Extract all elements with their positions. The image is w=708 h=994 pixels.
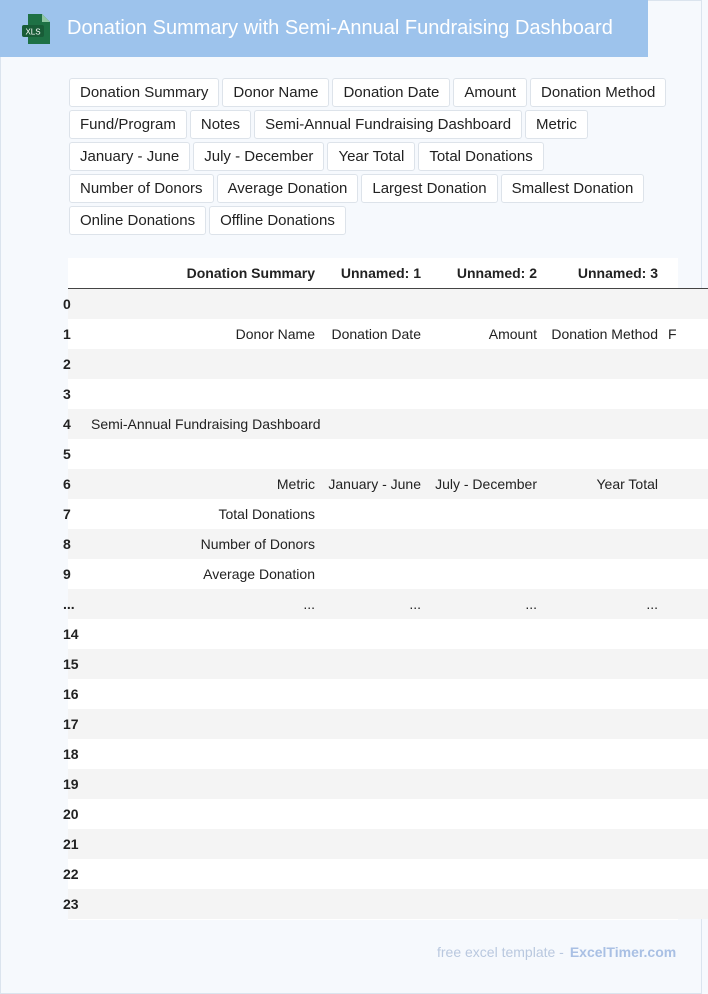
table-cell — [426, 889, 542, 919]
table-cell — [542, 859, 663, 889]
table-cell — [426, 409, 542, 439]
table-cell: Average Donation — [86, 559, 320, 589]
table-cell: Donor Name — [86, 319, 320, 349]
table-cell — [663, 469, 708, 499]
table-cell: Donation Method — [542, 319, 663, 349]
column-header: Unnamed: 2 — [426, 258, 542, 289]
row-index: 21 — [68, 829, 86, 859]
table-cell — [320, 709, 426, 739]
table-row — [68, 409, 708, 439]
table-cell: ... — [426, 589, 542, 619]
table-row — [68, 379, 708, 409]
column-chip[interactable]: Total Donations — [418, 142, 543, 171]
table-cell: ... — [542, 589, 663, 619]
table-row — [68, 589, 708, 619]
column-chip[interactable]: Smallest Donation — [501, 174, 645, 203]
row-index: 0 — [68, 289, 86, 320]
row-index: ... — [68, 589, 86, 619]
column-chip[interactable]: Online Donations — [69, 206, 206, 235]
table-cell — [663, 499, 708, 529]
table-cell — [320, 739, 426, 769]
table-cell — [663, 889, 708, 919]
table-row — [68, 499, 708, 529]
column-chip[interactable]: Donation Summary — [69, 78, 219, 107]
table-cell — [542, 289, 663, 320]
table-cell — [426, 529, 542, 559]
footer-brand-link[interactable]: ExcelTimer.com — [569, 944, 677, 960]
table-cell — [426, 709, 542, 739]
table-cell — [542, 619, 663, 649]
table-cell — [426, 739, 542, 769]
table-row — [68, 469, 708, 499]
table-cell: ... — [320, 589, 426, 619]
table-cell: Amount — [426, 319, 542, 349]
row-index: 8 — [68, 529, 86, 559]
table-cell — [663, 799, 708, 829]
table-row — [68, 709, 708, 739]
table-cell — [426, 289, 542, 320]
row-index: 22 — [68, 859, 86, 889]
table-cell — [663, 409, 708, 439]
table-cell — [320, 349, 426, 379]
table-cell — [542, 769, 663, 799]
table-cell — [663, 829, 708, 859]
table-cell — [86, 679, 320, 709]
table-row — [68, 799, 708, 829]
column-chip[interactable]: Amount — [453, 78, 527, 107]
table-cell — [426, 559, 542, 589]
table-cell — [542, 799, 663, 829]
column-header: Donation Summary — [86, 258, 320, 289]
table-cell — [86, 349, 320, 379]
table-row — [68, 889, 708, 919]
row-index: 2 — [68, 349, 86, 379]
column-chip[interactable]: Notes — [190, 110, 251, 139]
column-chip[interactable]: Fund/Program — [69, 110, 187, 139]
table-row — [68, 559, 708, 589]
table-cell — [86, 799, 320, 829]
row-index: 1 — [68, 319, 86, 349]
row-index: 14 — [68, 619, 86, 649]
table-cell — [86, 649, 320, 679]
table-cell — [542, 409, 663, 439]
table-cell: Donation Date — [320, 319, 426, 349]
index-header — [68, 258, 86, 289]
table-cell — [663, 529, 708, 559]
table-cell: January - June — [320, 469, 426, 499]
table-cell — [320, 889, 426, 919]
table-cell — [663, 289, 708, 320]
table-cell — [86, 739, 320, 769]
data-table — [63, 258, 708, 919]
table-cell — [663, 559, 708, 589]
table-cell — [86, 769, 320, 799]
table-cell — [663, 439, 708, 469]
table-row — [68, 289, 708, 320]
table-cell: July - December — [426, 469, 542, 499]
table-cell — [542, 739, 663, 769]
table-cell — [426, 349, 542, 379]
table-cell — [86, 379, 320, 409]
table-cell — [86, 439, 320, 469]
table-cell — [320, 409, 426, 439]
footer-text: free excel template - — [437, 944, 564, 960]
column-chip[interactable]: January - June — [69, 142, 190, 171]
table-cell — [542, 439, 663, 469]
column-chip[interactable]: Donation Method — [530, 78, 666, 107]
table-cell — [320, 439, 426, 469]
table-row — [68, 829, 708, 859]
table-row — [68, 679, 708, 709]
table-cell: Total Donations — [86, 499, 320, 529]
table-cell — [320, 799, 426, 829]
table-cell: Metric — [86, 469, 320, 499]
table-cell — [426, 499, 542, 529]
table-row — [68, 739, 708, 769]
row-index: 17 — [68, 709, 86, 739]
table-row — [68, 619, 708, 649]
row-index: 16 — [68, 679, 86, 709]
table-cell — [426, 679, 542, 709]
row-index: 18 — [68, 739, 86, 769]
table-row — [68, 769, 708, 799]
table-cell — [663, 349, 708, 379]
row-index: 7 — [68, 499, 86, 529]
column-chip[interactable]: Average Donation — [217, 174, 359, 203]
table-cell — [86, 889, 320, 919]
table-cell — [663, 649, 708, 679]
row-index: 19 — [68, 769, 86, 799]
table-cell — [663, 589, 708, 619]
table-cell — [426, 619, 542, 649]
table-cell — [426, 649, 542, 679]
table-cell — [542, 679, 663, 709]
row-index: 4 — [68, 409, 86, 439]
column-chip[interactable]: Year Total — [327, 142, 415, 171]
table-cell — [663, 709, 708, 739]
table-cell — [320, 379, 426, 409]
title-bar — [0, 0, 648, 57]
row-index: 9 — [68, 559, 86, 589]
table-row — [68, 859, 708, 889]
page-title: Donation Summary with Semi-Annual Fundraising Dashboard — [67, 17, 613, 39]
table-cell — [86, 829, 320, 859]
table-cell — [320, 679, 426, 709]
row-index: 6 — [68, 469, 86, 499]
table-cell — [426, 829, 542, 859]
table-header-row — [68, 258, 708, 289]
table-row — [68, 649, 708, 679]
table-row — [68, 439, 708, 469]
table-row — [68, 349, 708, 379]
column-chip[interactable]: Metric — [525, 110, 588, 139]
row-index: 15 — [68, 649, 86, 679]
column-header: Unnamed: 1 — [320, 258, 426, 289]
table-cell — [542, 709, 663, 739]
row-index: 20 — [68, 799, 86, 829]
row-index: 23 — [68, 889, 86, 919]
row-index: 5 — [68, 439, 86, 469]
table-cell — [542, 559, 663, 589]
table-cell — [86, 619, 320, 649]
column-header: Unnamed: 3 — [542, 258, 663, 289]
footer — [437, 944, 676, 960]
table-cell — [542, 649, 663, 679]
table-cell — [320, 829, 426, 859]
table-cell — [542, 499, 663, 529]
column-chip[interactable]: Largest Donation — [361, 174, 497, 203]
table-cell — [86, 709, 320, 739]
table-cell — [320, 649, 426, 679]
column-chip[interactable]: Offline Donations — [209, 206, 346, 235]
table-cell — [320, 619, 426, 649]
table-cell — [320, 559, 426, 589]
table-cell — [320, 499, 426, 529]
column-chip-list — [69, 78, 689, 235]
table-cell — [320, 529, 426, 559]
table-cell — [542, 349, 663, 379]
xls-file-icon — [22, 14, 50, 44]
table-cell — [426, 439, 542, 469]
table-cell: ... — [86, 589, 320, 619]
table-cell — [663, 739, 708, 769]
table-cell — [542, 529, 663, 559]
table-cell — [320, 859, 426, 889]
table-cell: Semi-Annual Fundraising Dashboard — [86, 409, 320, 439]
table-cell — [426, 769, 542, 799]
table-cell — [86, 859, 320, 889]
table-cell — [426, 859, 542, 889]
table-cell: Number of Donors — [86, 529, 320, 559]
table-row — [68, 529, 708, 559]
table-cell — [663, 769, 708, 799]
column-chip[interactable]: Donor Name — [222, 78, 329, 107]
row-index: 3 — [68, 379, 86, 409]
column-header — [663, 258, 708, 289]
table-cell: Year Total — [542, 469, 663, 499]
table-cell — [663, 859, 708, 889]
table-cell — [542, 889, 663, 919]
table-cell — [86, 289, 320, 320]
table-cell — [426, 799, 542, 829]
table-cell — [542, 379, 663, 409]
xls-icon-text: XLS — [25, 27, 41, 37]
table-cell — [542, 829, 663, 859]
table-cell — [320, 289, 426, 320]
column-chip[interactable]: July - December — [193, 142, 324, 171]
column-chip[interactable]: Semi-Annual Fundraising Dashboard — [254, 110, 522, 139]
table-cell: F — [663, 319, 708, 349]
spreadsheet-preview — [63, 258, 678, 920]
table-cell — [663, 679, 708, 709]
column-chip[interactable]: Number of Donors — [69, 174, 214, 203]
table-cell — [663, 379, 708, 409]
table-row — [68, 319, 708, 349]
column-chip[interactable]: Donation Date — [332, 78, 450, 107]
table-cell — [663, 619, 708, 649]
table-cell — [320, 769, 426, 799]
table-cell — [426, 379, 542, 409]
